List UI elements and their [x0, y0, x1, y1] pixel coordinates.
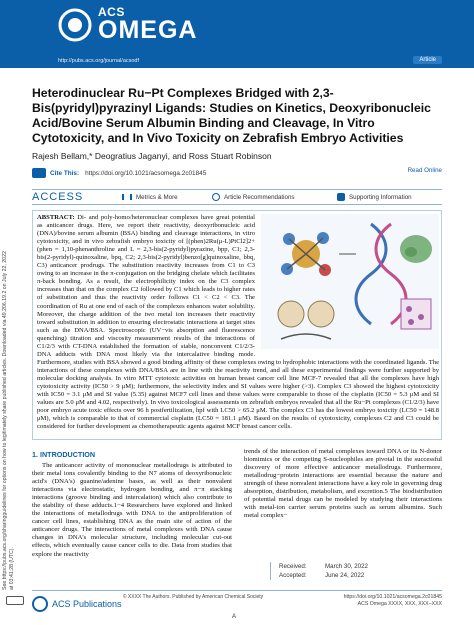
- abstract-label: ABSTRACT:: [37, 214, 75, 221]
- supporting-information-link[interactable]: [337, 193, 412, 201]
- journal-logo[interactable]: [58, 6, 197, 43]
- acs-omega-logo-icon: [58, 8, 92, 42]
- logo-acs-text: ACS: [98, 5, 125, 19]
- footer-copyright: © XXXX The Authors. Published by American Chemical Society: [122, 594, 264, 600]
- section-heading-introduction: 1. INTRODUCTION: [32, 450, 96, 459]
- cell-culture-icon: [401, 299, 431, 329]
- footer-citation: [344, 594, 442, 607]
- page-number: A: [232, 614, 237, 620]
- protein-icon: [400, 235, 432, 263]
- footer-journal-info: ACS Omega XXXX, XXX, XXX−XXX: [357, 600, 442, 607]
- intro-left-column: The anticancer activity of mononuclear metallodrugs is attributed to their metal ions covalently binding to the N7 atoms of deoxyribonucleic acid's (DNA's) guanine/adenine bases, as well as their nonvalent interactions via electrostatic, hydrogen bonding, and π−π stacking interactions (groove binding and intercalation) which also contribute to the stability of these adducts.1−4 Researchers have explored and linked the interactions of metallodrugs with DNA to the antiproliferation of cancer cell lines, establishing DNA as the main site of action of the anticancer drugs. The interactions of metal complexes with DNA cause changes in DNA's molecular structure, including molecular cut-out effects, which eventually cause cancer cells to die. Data from studies that explore the reactivity: [32, 462, 232, 558]
- article-type-badge: Article: [413, 56, 442, 64]
- journal-url-link[interactable]: http://pubs.acs.org/journal/acsodf: [58, 58, 140, 64]
- article-title: Heterodinuclear Ru−Pt Complexes Bridged with 2,3-Bis(pyridyl)pyrazinyl Ligands: Studies on Kinetics, Deoxyribonucleic Acid/Bovine Serum Albumin Binding and Cleavage, In Vitro Cytotoxicity, and In Vivo Toxicity on Zebrafish Embryo Activities: [32, 86, 431, 145]
- doi-link[interactable]: https://doi.org/10.1021/acsomega.2c01845: [85, 169, 207, 177]
- abstract-graphic: [261, 214, 439, 349]
- read-online-link[interactable]: Read Online: [407, 167, 442, 174]
- supporting-info-icon: [337, 193, 345, 201]
- metrics-icon: [122, 194, 132, 200]
- abstract-text: Di- and poly-homo/heteronuclear complexes have great potential as anticancer drugs. Here, we report their reactivity, deoxyribonucleic acid (DNA)/bovine serum albumin (BSA) binding and cleavage interactions, in vitro cytotoxicity, and in vivo zebrafish embryo toxicity of [(phen)2Ru(μ-L)PtCl2]2+ (phen = 1,10-phenanthroline and L = 2,3-bis(2-pyridyl)pyrazine, bpp, C1; 2,3-bis(2-pyridyl)-quinoxaline, bpq, C2; 2,3-bis(2-pyridyl)benzo[g]quinoxaline, bbq, C3) anticancer prodrugs. The substitution reactivity increases from C1 to C3 owing to an increase in the π-conjugation on the bridging chelate which facilitates π-back bonding. As a result, the electrophilicity index on the C3 complex increases than that on the complex C2 followed by C1 which leads to higher rates of substitution and thus the reactivity order follows C1 < C2 < C3. The coordination of Ru at one end of each of the complexes enhances water solubility. Moreover, the charge addition of the two metal ion increases their reactivity toward substitution in addition to ensuring electrostatic interactions at target sites such as the DNA/BSA. Spectroscopic (UV−vis absorption and fluorescence quenching) titration and viscosity measurement results of the interactions of C1/2/3 with CT-DNA established the formation of stable, nonconvent C1/2/3-DNA adducts with DNA most likely via the intercalative binding mode. Furthermore, studies with BSA showed a good binding affinity of these complexes owing to hydrophobic interactions with the coordinated ligands. The interactions of these complexes with DNA/BSA are in line with the reactivity trend, and all these experimental findings were further supported by molecular docking analysis. In vitro MTT cytotoxic activities on human breast cancer cell line MCF-7 revealed that all the complexes have high cytotoxicity activity (IC50 > 9 μM); furthermore, the selectivity index and SI values were higher (>3). Complex C3 showed the highest cytotoxicity with IC50 = 3.1 μM and SI value (5.35) against MCF7 cell lines and these values were comparable to those of the cisplatin (IC50 = 5.3 μM and SI values are 5.0 μM and 4.02, respectively). In vivo toxicological assessments on zebrafish embryos revealed that all the Ru−Pt complexes (C1/2/3) have poor embryo acute toxic effects over 96 h postfertilization, hpf with LC50 > 65.2 μM. The complex C3 has the lowest embryo toxicity (LC50 = 148.8 μM), which is comparable to that of commercial cisplatin (LC50 = 181.1 μM). Based on the results of cytotoxicity, complexes C2 and C3 could be considered for further development as chemotherapeutic agents against MCF breast cancer cells.: [37, 214, 439, 431]
- footer-doi-link[interactable]: https://doi.org/10.1021/acsomega.2c01845: [343, 594, 442, 600]
- intro-right-column: trends of the interaction of metal complexes toward DNA or its N-donor biomimics or the competing S-nucleophiles are pivotal in the successful discovery of more effective anticancer metallodrugs. Furthermore, metallodrug−protein interactions are essential because the nature and strength of these nonvalent interactions have a key role in governing drug absorption, distribution, metabolism, and excretion.5 The biodistribution of potential metal drugs can be modeled by studying their interactions with metal-ion carrier serum proteins such as serum albumins. Such metal complex−: [244, 448, 442, 520]
- article-authors: Rajesh Bellam,* Deogratius Jaganyi, and Ross Stuart Robinson: [32, 151, 272, 161]
- open-access-badge-icon: [6, 596, 24, 605]
- sharing-guidelines-notice: See https://pubs.acs.org/sharingguidelines for options on how to legitimately share published articles. Downloaded via 49.206.19.2 on July 22, 2022 at 03:41:28 (UTC).: [2, 251, 15, 590]
- received-label: Received:: [279, 563, 307, 570]
- accepted-date: June 24, 2022: [325, 572, 365, 579]
- publisher-name: ACS Publications: [52, 599, 122, 609]
- access-bar: [32, 189, 442, 205]
- received-date: March 30, 2022: [325, 563, 368, 570]
- recommendations-icon: [212, 193, 220, 201]
- cite-bar: [32, 166, 442, 180]
- metrics-more-link[interactable]: [122, 194, 212, 201]
- accepted-label: Accepted:: [279, 572, 307, 579]
- metrics-label: Metrics & More: [136, 193, 178, 201]
- supporting-label: Supporting Information: [349, 193, 412, 201]
- journal-header: [0, 0, 474, 68]
- cite-icon: [32, 168, 46, 178]
- abstract-body: [37, 214, 439, 431]
- logo-omega-text: OMEGA: [98, 16, 198, 44]
- recommendations-label: Article Recommendations: [224, 193, 295, 201]
- cite-label: Cite This:: [50, 169, 80, 177]
- acs-publications-icon: [32, 596, 48, 612]
- footer-divider: [32, 590, 442, 591]
- access-label: ACCESS: [32, 191, 84, 203]
- abstract-box: [32, 210, 442, 440]
- article-dates: [270, 562, 440, 580]
- acs-publications-logo[interactable]: [32, 596, 122, 612]
- article-recommendations-link[interactable]: [212, 193, 337, 201]
